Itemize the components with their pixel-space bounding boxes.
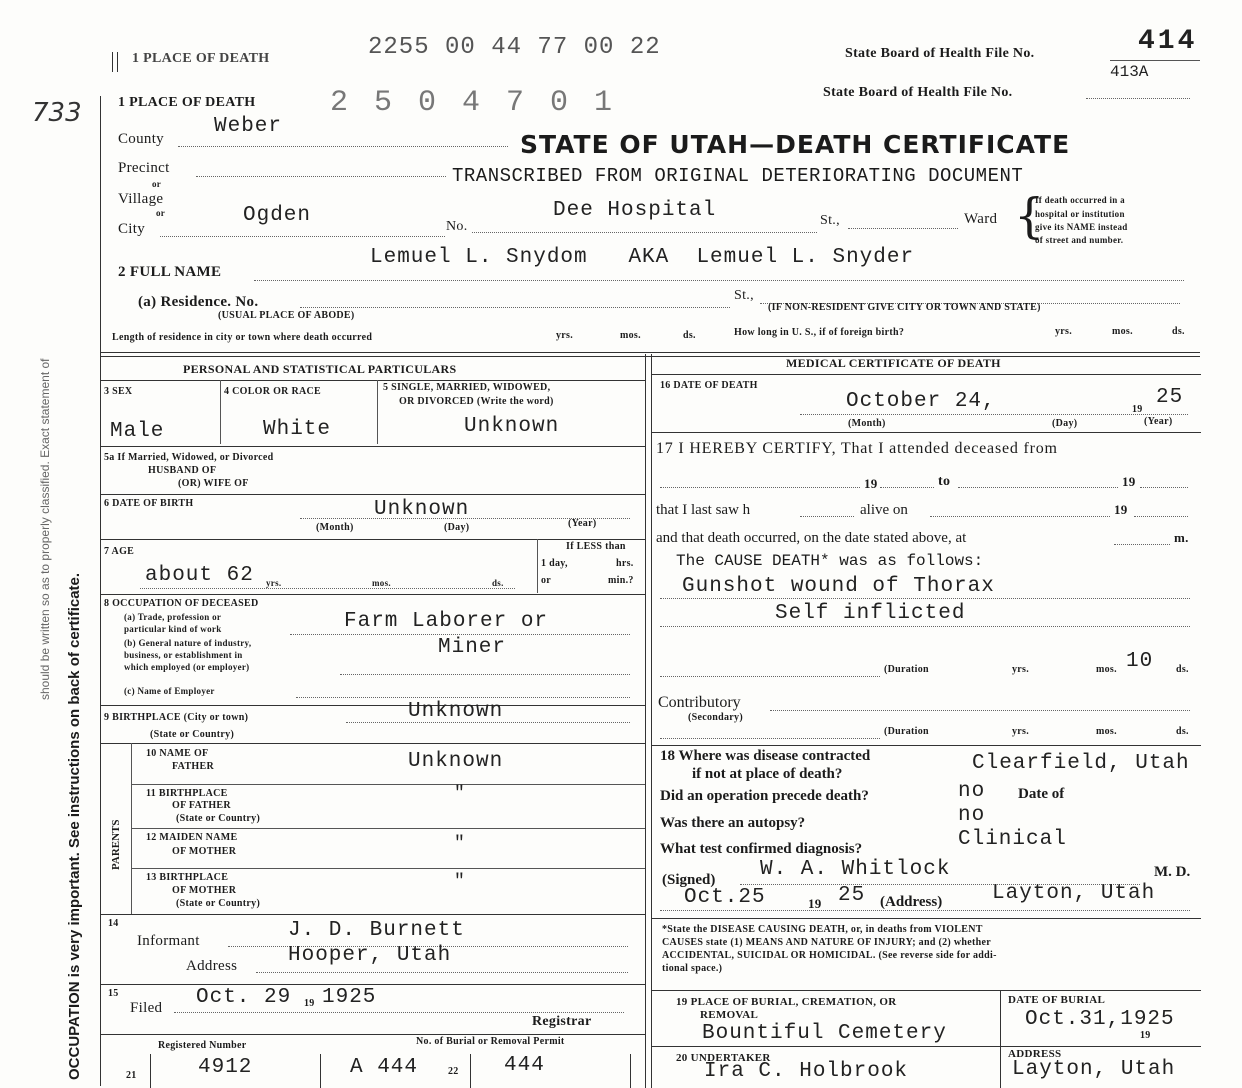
father-birthplace-label-3: (State or Country) [176,813,261,824]
file-number-2: 413A [1110,63,1149,81]
undertaker: Ira C. Holbrook [704,1060,909,1083]
dod-month: (Month) [848,418,886,429]
how-long-ds: ds. [1172,326,1185,337]
how-long-mos: mos. [1112,326,1133,337]
occupation-a2: particular kind of work [124,624,222,634]
contributory-label: Contributory [658,694,741,711]
precinct-label: Precinct [118,160,170,176]
occupation-c: (c) Name of Employer [124,686,215,696]
occupation-label: 8 OCCUPATION OF DECEASED [104,598,259,609]
registrar-label: Registrar [532,1014,592,1029]
mother-birthplace-label-3: (State or Country) [176,898,261,909]
age-yrs: yrs. [266,578,282,588]
filed-date: Oct. 29 [196,986,292,1009]
mother-birthplace: " [454,872,466,892]
hospital-note-2: hospital or institution [1035,209,1125,219]
occupation-1: Farm Laborer or [344,610,549,633]
mother-label-2: OF MOTHER [172,846,237,857]
occupation-b3: which employed (or employer) [124,662,250,672]
length-ds: ds. [683,330,696,341]
footnote-3: ACCIDENTAL, SUICIDAL OR HOMICIDAL. (See reverse side for addi- [662,950,997,961]
certify-text: 17 I HEREBY CERTIFY, That I attended deceased from [656,440,1058,457]
duration2-ds: ds. [1176,726,1189,737]
birthplace-label: 9 BIRTHPLACE (City or town) [104,712,249,723]
autopsy: no [958,804,986,827]
dob-label: 6 DATE OF BIRTH [104,498,194,509]
duration2-label: (Duration [884,726,929,737]
city-label: City [118,221,146,237]
margin-instructions: OCCUPATION is very important. See instructions on back of certificate. [66,572,83,1080]
length-mos: mos. [620,330,641,341]
length-yrs: yrs. [556,330,574,341]
less-than-label: If LESS than [566,541,626,552]
birthplace: Unknown [408,700,504,723]
st-label: St., [820,213,840,228]
autopsy-label: Was there an autopsy? [660,815,806,831]
or-2: or [156,208,166,218]
undertaker-address-label: ADDRESS [1008,1048,1062,1060]
n22: 22 [448,1066,459,1077]
less-or: or [541,575,552,586]
from-19: 19 [864,476,878,491]
md-label: M. D. [1154,864,1191,880]
how-long-yrs: yrs. [1055,326,1073,337]
ward-label: Ward [964,211,998,227]
age: about 62 [145,564,254,587]
place-of-death-label: 1 PLACE OF DEATH [118,95,256,110]
dob-day: (Day) [444,522,470,533]
less-min: min.? [608,575,634,586]
last-saw: that I last saw h [656,502,751,518]
hospital-note-3: give its NAME instead [1035,222,1128,232]
stamp-number: 2 5 0 4 7 0 1 [330,86,617,120]
father-birthplace-label-1: 11 BIRTHPLACE [146,788,228,799]
burial-label-1: 19 PLACE OF BURIAL, CREMATION, OR [676,996,897,1008]
old-stamp-number: 2255 00 44 77 00 22 [368,34,661,61]
signed-label: (Signed) [662,872,716,888]
address-label: (Address) [880,894,943,910]
mother-birthplace-label-1: 13 BIRTHPLACE [146,872,229,883]
mother-name: " [454,834,466,854]
old-place-label: 1 PLACE OF DEATH [132,51,270,66]
margin-number: 733 [32,98,82,128]
sign-19: 19 [808,896,822,911]
less-day: 1 day, [541,558,568,569]
duration2-yrs: yrs. [1012,726,1030,737]
contracted-label-2: if not at place of death? [692,766,843,782]
burial-date-label: DATE OF BURIAL [1008,994,1106,1006]
father-birthplace-label-2: OF FATHER [172,800,231,811]
residence-label: (a) Residence. No. [138,294,259,310]
contracted-place: Clearfield, Utah [972,752,1190,775]
father-birthplace: " [454,784,466,804]
footnote-1: *State the DISEASE CAUSING DEATH, or, in deaths from VIOLENT [662,924,983,935]
length-label: Length of residence in city or town where death occurred [112,332,373,343]
test-label: What test confirmed diagnosis? [660,841,863,857]
full-name: Lemuel L. Snydom AKA Lemuel L. Snyder [370,246,915,269]
non-resident-note: (IF NON-RESIDENT GIVE CITY OR TOWN AND STATE) [768,302,1041,313]
undertaker-label: 20 UNDERTAKER [676,1052,771,1064]
burial-date: Oct.31,1925 [1025,1008,1175,1031]
full-name-label: 2 FULL NAME [118,264,222,280]
father-label-2: FATHER [172,761,214,772]
duration-mos: mos. [1096,664,1117,675]
dod-label: 16 DATE OF DEATH [660,380,758,391]
spouse-label-2: HUSBAND OF [148,465,217,476]
less-hrs: hrs. [616,558,634,569]
footnote-4: tional space.) [662,963,723,974]
operation-label: Did an operation precede death? [660,788,869,804]
spouse-label-3: (OR) WIFE OF [178,478,249,489]
age-ds: ds. [492,578,504,588]
age-label: 7 AGE [104,546,135,557]
cause-label: The CAUSE DEATH* was as follows: [676,552,984,570]
cause-1: Gunshot wound of Thorax [682,575,995,598]
reg-number: 4912 [198,1056,253,1079]
street: Dee Hospital [553,199,717,222]
filed-19: 19 [304,998,315,1009]
occupation-b2: business, or establishment in [124,650,243,660]
death-occurred: and that death occurred, on the date stated above, at [656,530,967,546]
parents-label: PARENTS [110,819,122,870]
marital-status: Unknown [464,415,560,438]
filed-label: Filed [130,1000,163,1016]
hospital-note-1: If death occurred in a [1035,195,1125,205]
dob-month: (Month) [316,522,354,533]
city: Ogden [243,204,312,227]
secondary-label: (Secondary) [688,712,743,723]
duration-days: 10 [1126,650,1154,673]
dob: Unknown [374,498,470,521]
duration-ds: ds. [1176,664,1189,675]
physician-address: Layton, Utah [992,882,1156,905]
marital-label-1: 5 SINGLE, MARRIED, WIDOWED, [383,382,551,393]
village-label: Village [118,191,164,207]
reg-number-label: Registered Number [158,1040,247,1051]
dob-year: (Year) [568,518,597,529]
informant-label: Informant [137,933,200,949]
informant-address: Hooper, Utah [288,944,452,967]
spouse-label-1: 5a If Married, Widowed, or Divorced [104,452,274,463]
dod-19: 19 [1132,404,1143,415]
marital-label-2: OR DIVORCED (Write the word) [399,396,554,407]
how-long-label: How long in U. S., if of foreign birth? [734,327,905,338]
mother-birthplace-label-2: OF MOTHER [172,885,237,896]
father-label-1: 10 NAME OF [146,748,209,759]
county: Weber [214,115,283,138]
duration-yrs: yrs. [1012,664,1030,675]
burial-label-2: REMOVAL [700,1009,759,1021]
alive-on: alive on [860,502,908,518]
sign-date: Oct.25 [684,886,766,909]
duration2-mos: mos. [1096,726,1117,737]
residence-st-label: St., [734,288,754,303]
sign-year: 25 [838,884,866,907]
burial-place: Bountiful Cemetery [702,1022,947,1045]
n21: 21 [126,1070,137,1081]
m-label: m. [1174,530,1189,545]
age-mos: mos. [372,578,391,588]
race-label: 4 COLOR OR RACE [224,386,322,397]
permit-number: 444 [504,1054,545,1077]
or-1: or [152,179,162,189]
cause-2: Self inflicted [775,602,966,625]
county-label: County [118,131,164,147]
operation: no [958,780,986,803]
personal-section-title: PERSONAL AND STATISTICAL PARTICULARS [183,362,457,376]
physician-signature: W. A. Whitlock [760,858,951,881]
medical-section-title: MEDICAL CERTIFICATE OF DEATH [786,356,1001,370]
father-name: Unknown [408,750,504,773]
dod-yr: (Year) [1144,416,1173,427]
n14: 14 [108,918,119,929]
informant-address-label: Address [186,958,238,974]
duration-label: (Duration [884,664,929,675]
hospital-note-4: of street and number. [1035,235,1124,245]
n15: 15 [108,988,119,999]
file-number: 414 [1138,26,1198,57]
burial-19: 19 [1140,1030,1151,1041]
informant: J. D. Burnett [288,919,465,942]
dod-day: (Day) [1052,418,1078,429]
test: Clinical [958,828,1067,851]
occupation-b1: (b) General nature of industry, [124,638,252,648]
to-label: to [938,474,951,489]
to-19: 19 [1122,474,1136,489]
certificate-subtitle: TRANSCRIBED FROM ORIGINAL DETERIORATING DOCUMENT [452,165,1024,187]
sex: Male [110,420,165,443]
date-of-label: Date of [1018,786,1065,802]
old-file-label: State Board of Health File No. [845,46,1035,61]
alive-19: 19 [1114,502,1128,517]
margin-instructions-2: should be written so as to properly classified. Exact statement of [38,358,52,700]
contracted-label-1: 18 Where was disease contracted [660,748,871,764]
race: White [263,418,332,441]
usual-abode: (USUAL PLACE OF ABODE) [218,310,355,321]
birthplace-sub: (State or Country) [150,729,235,740]
filed-year: 1925 [322,986,377,1009]
a444: A 444 [350,1056,419,1079]
mother-label-1: 12 MAIDEN NAME [146,832,238,843]
occupation-2: Miner [438,636,507,659]
permit-label: No. of Burial or Removal Permit [416,1036,565,1047]
no-label: No. [446,219,468,234]
hospital-brace: { [1014,188,1045,244]
sex-label: 3 SEX [104,386,133,397]
undertaker-address: Layton, Utah [1012,1058,1176,1081]
footnote-2: CAUSES state (1) MEANS AND NATURE OF INJURY; and (2) whether [662,937,991,948]
dod-year: 25 [1156,386,1184,409]
dod: October 24, [846,390,996,413]
certificate-title: STATE OF UTAH—DEATH CERTIFICATE [520,130,1071,159]
occupation-a1: (a) Trade, profession or [124,612,222,622]
file-label: State Board of Health File No. [823,85,1013,100]
